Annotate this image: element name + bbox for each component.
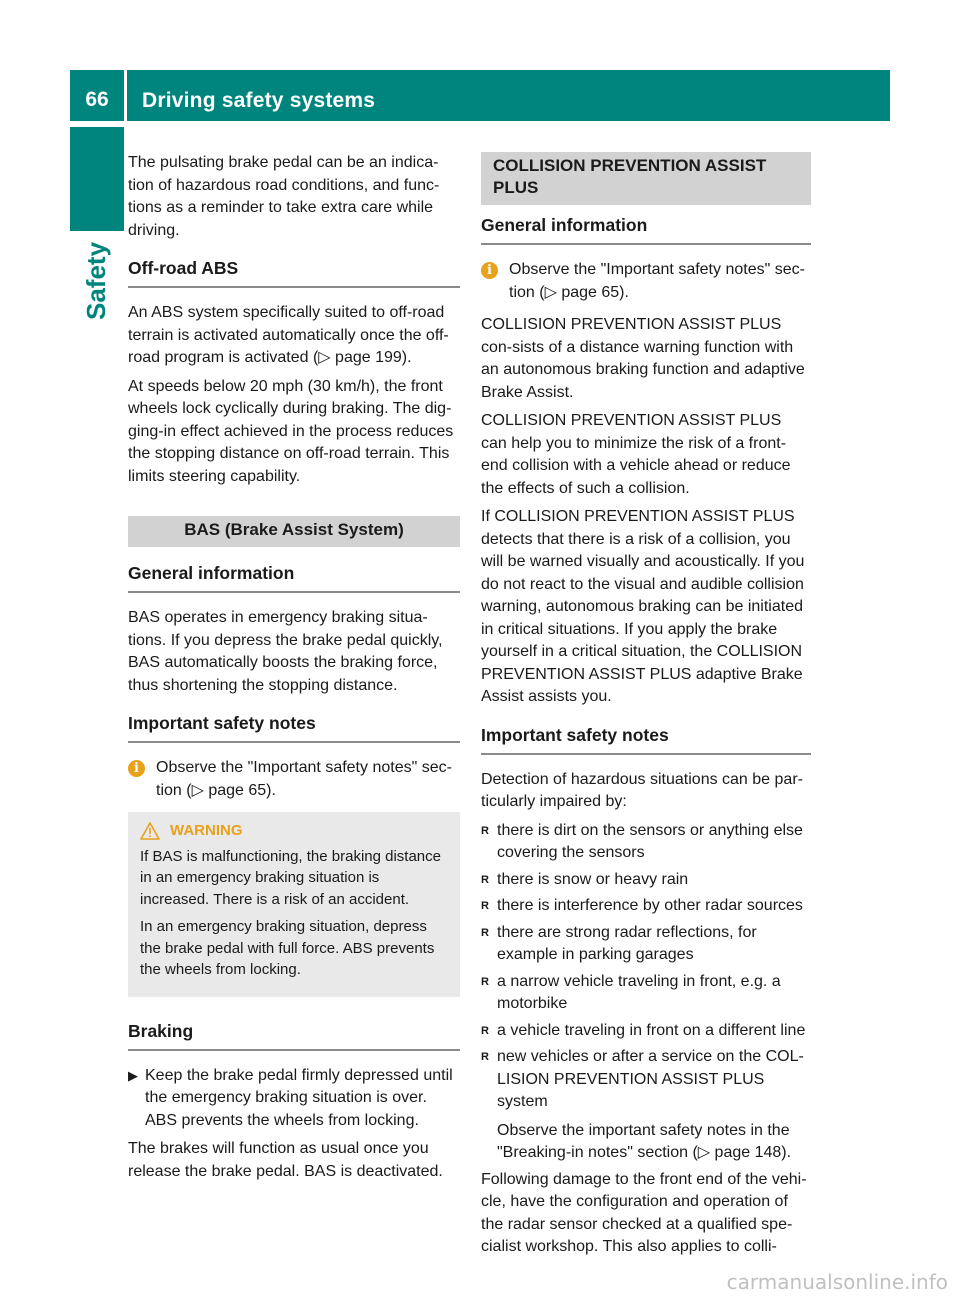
warning-paragraph-2: In an emergency braking situation, depress the brake pedal with full force. ABS prevents the wheels from locking. bbox=[140, 918, 435, 978]
cpa-section-band: COLLISION PREVENTION ASSIST PLUS bbox=[481, 152, 811, 205]
offroad-abs-heading: Off-road ABS bbox=[128, 256, 460, 288]
page-number: 66 bbox=[85, 88, 109, 111]
braking-step-text: Keep the brake pedal firmly depressed until the emergency braking situation is over. ABS prevents the wheels from locking. bbox=[145, 1066, 453, 1129]
braking-heading: Braking bbox=[128, 1019, 460, 1051]
page-title: Driving safety systems bbox=[142, 89, 376, 112]
warning-paragraph-1: If BAS is malfunctioning, the braking distance in an emergency braking situation is increased. There is a risk of an accident. bbox=[140, 847, 441, 908]
braking-paragraph: The brakes will function as usual once you release the brake pedal. BAS is deactivated. bbox=[128, 1140, 443, 1180]
list-item: R there are strong radar reflections, for example in parking garages bbox=[481, 923, 757, 963]
info-icon: i bbox=[128, 760, 145, 777]
header-divider bbox=[124, 70, 127, 121]
cpa-paragraph-2: COLLISION PREVENTION ASSIST PLUS can help you to minimize the risk of a front-end collision with a vehicle ahead or reduce the effects of such a collision. bbox=[481, 412, 791, 497]
watermark: carmanualsonline.info bbox=[726, 1270, 948, 1294]
offroad-paragraph-2: At speeds below 20 mph (30 km/h), the front wheels lock cyclically during braking. The dig-ging-in effect achieved in the process reduces the stopping distance on off-road terrain. This limits steering capability. bbox=[128, 377, 454, 485]
list-item: R new vehicles or after a service on the COL-LISION PREVENTION ASSIST PLUS system Observe the important safety notes in the "Breaking-in notes" section (▷ page 148). bbox=[481, 1046, 811, 1165]
cpa-safety-heading: Important safety notes bbox=[481, 723, 811, 755]
right-column bbox=[481, 152, 811, 1265]
list-item: R there is snow or heavy rain bbox=[481, 870, 689, 888]
cpa-info-note bbox=[481, 259, 811, 304]
list-item: R a vehicle traveling in front on a different line bbox=[481, 1021, 806, 1039]
left-column bbox=[128, 152, 460, 1189]
info-text: Observe the "Important safety notes" sec-tion (▷ page 65). bbox=[156, 759, 452, 799]
info-note bbox=[128, 757, 460, 802]
braking-step bbox=[128, 1065, 460, 1133]
bas-section-band: BAS (Brake Assist System) bbox=[128, 516, 460, 547]
list-item: R there is interference by other radar sources bbox=[481, 897, 803, 914]
cpa-general-heading: General information bbox=[481, 213, 811, 245]
step-arrow-icon: ▶ bbox=[128, 1067, 138, 1083]
info-icon: i bbox=[481, 262, 498, 279]
warning-triangle-icon bbox=[140, 822, 160, 840]
intro-paragraph: The pulsating brake pedal can be an indica- tion of hazardous road conditions, and func- tions as a reminder to take extra care while driving. bbox=[128, 154, 440, 239]
cpa-paragraph-3: If COLLISION PREVENTION ASSIST PLUS detects that there is a risk of a collision, you will be warned visually and acoustically. If you do not react to the visual and audible collision warning, autonomous braking can be initiated in critical situations. If you apply the brake yourself in a critical situation, the COLLISION PREVENTION ASSIST PLUS adaptive Brake Assist assists you. bbox=[481, 508, 805, 705]
cpa-info-text: Observe the "Important safety notes" sec-tion (▷ page 65). bbox=[509, 261, 805, 301]
warning-box bbox=[128, 812, 460, 997]
general-paragraph: BAS operates in emergency braking situa-tions. If you depress the brake pedal quickly, BAS automatically boosts the braking force, thus shortening the stopping distance. bbox=[128, 609, 443, 694]
cpa-paragraph-1: COLLISION PREVENTION ASSIST PLUS con-sists of a distance warning function with an autonomous braking function and adaptive Brake Assist. bbox=[481, 316, 805, 401]
cpa-safety-intro: Detection of hazardous situations can be par-ticularly impaired by: bbox=[481, 770, 803, 810]
warning-title bbox=[140, 820, 450, 842]
safety-notes-heading: Important safety notes bbox=[128, 711, 460, 743]
list-item: R a narrow vehicle traveling in front, e.g. a motorbike bbox=[481, 972, 781, 1012]
general-information-heading: General information bbox=[128, 561, 460, 593]
cpa-final-paragraph: Following damage to the front end of the vehi-cle, have the configuration and operation of the radar sensor checked at a qualified spe-cialist workshop. This also applies to colli- bbox=[481, 1170, 807, 1255]
section-label: Safety bbox=[81, 241, 111, 320]
hazard-list bbox=[481, 820, 811, 1165]
section-marker bbox=[70, 127, 124, 231]
warning-label: WARNING bbox=[170, 822, 243, 839]
bullet-note: Observe the important safety notes in the "Breaking-in notes" section (▷ page 148). bbox=[497, 1121, 792, 1161]
list-item: R there is dirt on the sensors or anything else covering the sensors bbox=[481, 821, 803, 861]
offroad-paragraph-1: An ABS system specifically suited to off-road terrain is activated automatically once the off-road program is activated (▷ page 199). bbox=[128, 304, 449, 366]
